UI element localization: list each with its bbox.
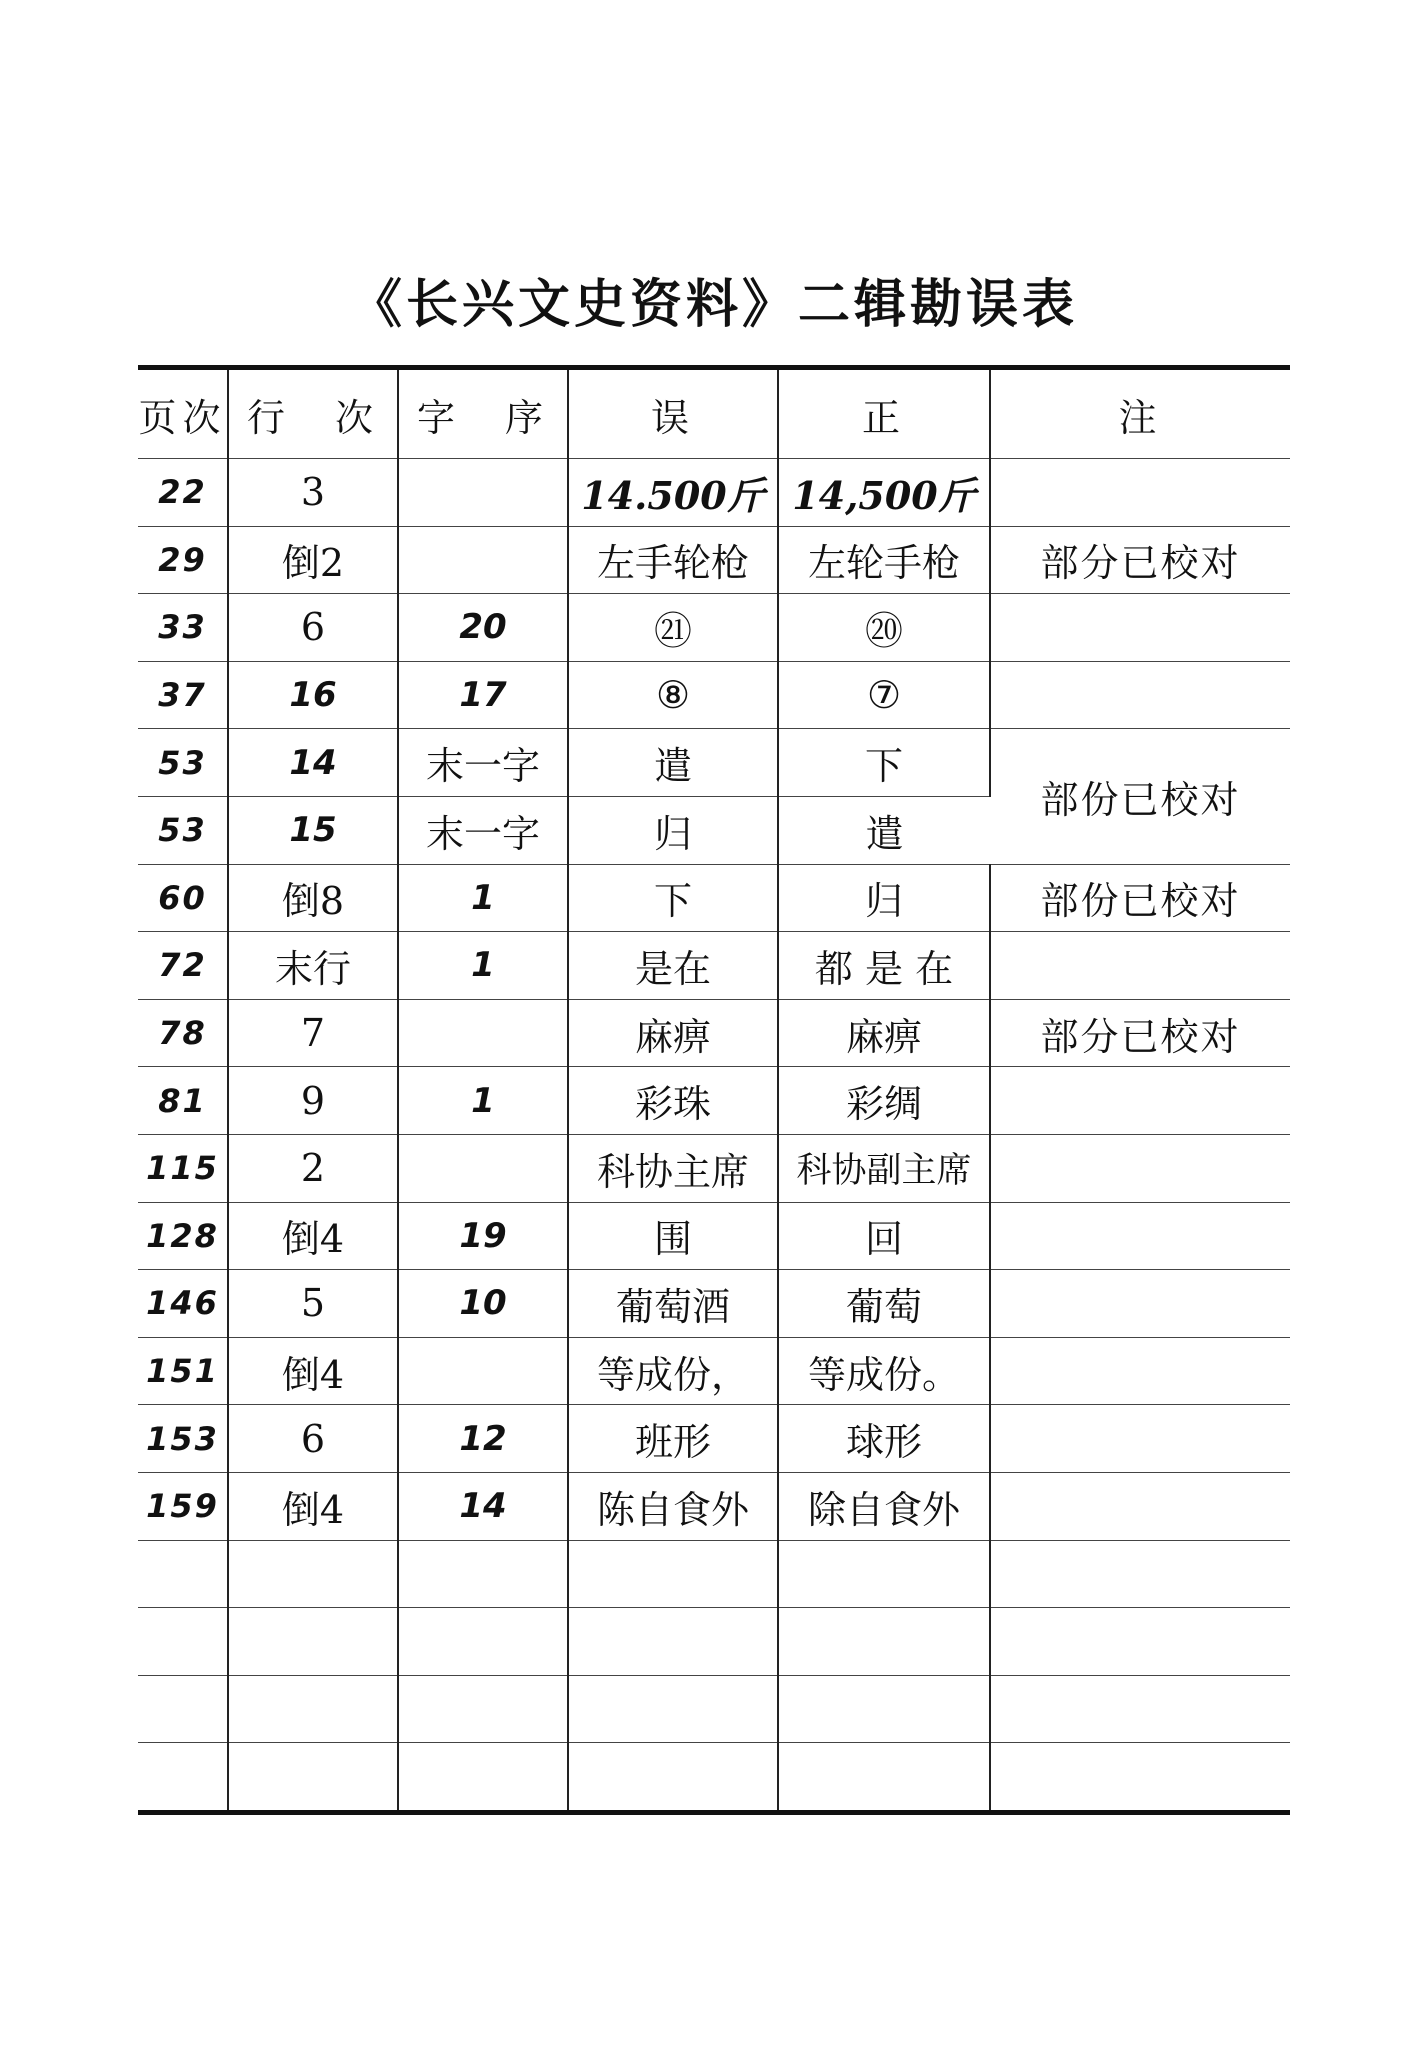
empty-cell [990, 1540, 1290, 1608]
header-right: 正 [778, 368, 990, 459]
empty-cell [138, 1743, 228, 1813]
page-cell: 115 [138, 1134, 228, 1202]
char-cell: 1 [398, 1067, 568, 1135]
page-cell: 53 [138, 729, 228, 797]
note-cell: 部分已校对 [990, 999, 1290, 1067]
char-cell: 末一字 [398, 729, 568, 797]
empty-row [138, 1675, 1290, 1743]
right-cell: 除自食外 [778, 1472, 990, 1540]
wrong-cell: 麻痹 [568, 999, 778, 1067]
right-cell: 左轮手枪 [778, 526, 990, 594]
page-cell: 72 [138, 932, 228, 1000]
header-wrong: 误 [568, 368, 778, 459]
header-note: 注 [990, 368, 1290, 459]
page-cell: 159 [138, 1472, 228, 1540]
char-cell: 14 [398, 1472, 568, 1540]
note-cell [990, 1472, 1290, 1540]
note-cell [990, 1270, 1290, 1338]
empty-row [138, 1743, 1290, 1813]
char-cell [398, 1134, 568, 1202]
wrong-cell: 班形 [568, 1405, 778, 1473]
wrong-cell: 左手轮枪 [568, 526, 778, 594]
wrong-cell: ㉑ [568, 594, 778, 662]
empty-cell [398, 1743, 568, 1813]
char-cell [398, 459, 568, 527]
empty-cell [398, 1608, 568, 1676]
line-cell: 15 [228, 796, 398, 864]
right-cell: ⑦ [778, 661, 990, 729]
line-cell: 14 [228, 729, 398, 797]
char-cell: 1 [398, 932, 568, 1000]
right-cell: 遣 [778, 796, 990, 864]
line-cell: 7 [228, 999, 398, 1067]
empty-cell [568, 1675, 778, 1743]
right-cell: 葡萄 [778, 1270, 990, 1338]
char-cell: 10 [398, 1270, 568, 1338]
empty-cell [568, 1608, 778, 1676]
table-row [138, 459, 1290, 527]
wrong-cell: 等成份， [568, 1337, 778, 1405]
note-cell [990, 932, 1290, 1000]
right-cell: 球形 [778, 1405, 990, 1473]
wrong-cell: 彩珠 [568, 1067, 778, 1135]
wrong-cell: 归 [568, 796, 778, 864]
line-cell: 5 [228, 1270, 398, 1338]
empty-row [138, 1608, 1290, 1676]
table-row [138, 729, 1290, 797]
empty-cell [990, 1675, 1290, 1743]
table-row [138, 999, 1290, 1067]
wrong-cell: 遣 [568, 729, 778, 797]
table-row [138, 1405, 1290, 1473]
note-cell [990, 1337, 1290, 1405]
char-cell: 1 [398, 864, 568, 932]
header-page: 页次 [138, 368, 228, 459]
header-char: 字 序 [398, 368, 568, 459]
right-cell: 归 [778, 864, 990, 932]
empty-cell [228, 1743, 398, 1813]
right-cell: 都 是 在 [778, 932, 990, 1000]
empty-cell [778, 1743, 990, 1813]
right-cell: 14,500斤 [778, 459, 990, 527]
line-cell: 16 [228, 661, 398, 729]
note-cell [990, 1134, 1290, 1202]
page-cell: 22 [138, 459, 228, 527]
right-cell: 科协副主席 [778, 1134, 990, 1202]
page-cell: 146 [138, 1270, 228, 1338]
empty-cell [778, 1608, 990, 1676]
line-cell: 倒4 [228, 1202, 398, 1270]
note-cell [990, 1202, 1290, 1270]
errata-table [138, 365, 1290, 1815]
note-cell: 部分已校对 [990, 526, 1290, 594]
table-row [138, 661, 1290, 729]
char-cell: 19 [398, 1202, 568, 1270]
line-cell: 末行 [228, 932, 398, 1000]
note-cell [990, 661, 1290, 729]
char-cell: 20 [398, 594, 568, 662]
wrong-cell: 科协主席 [568, 1134, 778, 1202]
empty-cell [138, 1540, 228, 1608]
line-cell: 倒4 [228, 1472, 398, 1540]
empty-cell [138, 1608, 228, 1676]
page-cell: 128 [138, 1202, 228, 1270]
page-cell: 37 [138, 661, 228, 729]
right-cell: 彩绸 [778, 1067, 990, 1135]
right-cell: 下 [778, 729, 990, 797]
page-cell: 53 [138, 796, 228, 864]
table-row [138, 1067, 1290, 1135]
empty-cell [778, 1675, 990, 1743]
table-header-row [138, 368, 1290, 459]
wrong-cell: ⑧ [568, 661, 778, 729]
table-row [138, 594, 1290, 662]
right-cell: 等成份。 [778, 1337, 990, 1405]
wrong-cell: 围 [568, 1202, 778, 1270]
table-row [138, 1270, 1290, 1338]
right-cell: 回 [778, 1202, 990, 1270]
empty-cell [398, 1540, 568, 1608]
note-cell [990, 1067, 1290, 1135]
note-cell [990, 594, 1290, 662]
table-row [138, 1202, 1290, 1270]
table-row [138, 526, 1290, 594]
table-row [138, 1337, 1290, 1405]
note-cell [990, 1405, 1290, 1473]
empty-cell [990, 1608, 1290, 1676]
line-cell: 倒2 [228, 526, 398, 594]
empty-cell [228, 1675, 398, 1743]
table-row [138, 1472, 1290, 1540]
char-cell: 末一字 [398, 796, 568, 864]
page-cell: 33 [138, 594, 228, 662]
note-cell: 部份已校对 [990, 729, 1290, 864]
wrong-cell: 葡萄酒 [568, 1270, 778, 1338]
empty-cell [778, 1540, 990, 1608]
note-cell [990, 459, 1290, 527]
empty-cell [568, 1540, 778, 1608]
table-row [138, 1134, 1290, 1202]
line-cell: 3 [228, 459, 398, 527]
wrong-cell: 下 [568, 864, 778, 932]
right-cell: ⑳ [778, 594, 990, 662]
wrong-cell: 是在 [568, 932, 778, 1000]
page-cell: 153 [138, 1405, 228, 1473]
wrong-cell: 陈自食外 [568, 1472, 778, 1540]
empty-cell [990, 1743, 1290, 1813]
header-line: 行 次 [228, 368, 398, 459]
line-cell: 9 [228, 1067, 398, 1135]
empty-cell [228, 1608, 398, 1676]
table-row [138, 932, 1290, 1000]
char-cell [398, 999, 568, 1067]
page-cell: 29 [138, 526, 228, 594]
note-cell: 部份已校对 [990, 864, 1290, 932]
char-cell: 17 [398, 661, 568, 729]
empty-cell [138, 1675, 228, 1743]
table-row [138, 864, 1290, 932]
line-cell: 2 [228, 1134, 398, 1202]
char-cell [398, 1337, 568, 1405]
page-cell: 78 [138, 999, 228, 1067]
empty-cell [228, 1540, 398, 1608]
right-cell: 麻痹 [778, 999, 990, 1067]
page-title: 《长兴文史资料》二辑勘误表 [349, 274, 1078, 335]
char-cell [398, 526, 568, 594]
line-cell: 倒4 [228, 1337, 398, 1405]
page-cell: 81 [138, 1067, 228, 1135]
page-cell: 60 [138, 864, 228, 932]
page-cell: 151 [138, 1337, 228, 1405]
line-cell: 6 [228, 594, 398, 662]
char-cell: 12 [398, 1405, 568, 1473]
empty-row [138, 1540, 1290, 1608]
wrong-cell: 14.500斤 [568, 459, 778, 527]
empty-cell [398, 1675, 568, 1743]
empty-cell [568, 1743, 778, 1813]
line-cell: 倒8 [228, 864, 398, 932]
line-cell: 6 [228, 1405, 398, 1473]
